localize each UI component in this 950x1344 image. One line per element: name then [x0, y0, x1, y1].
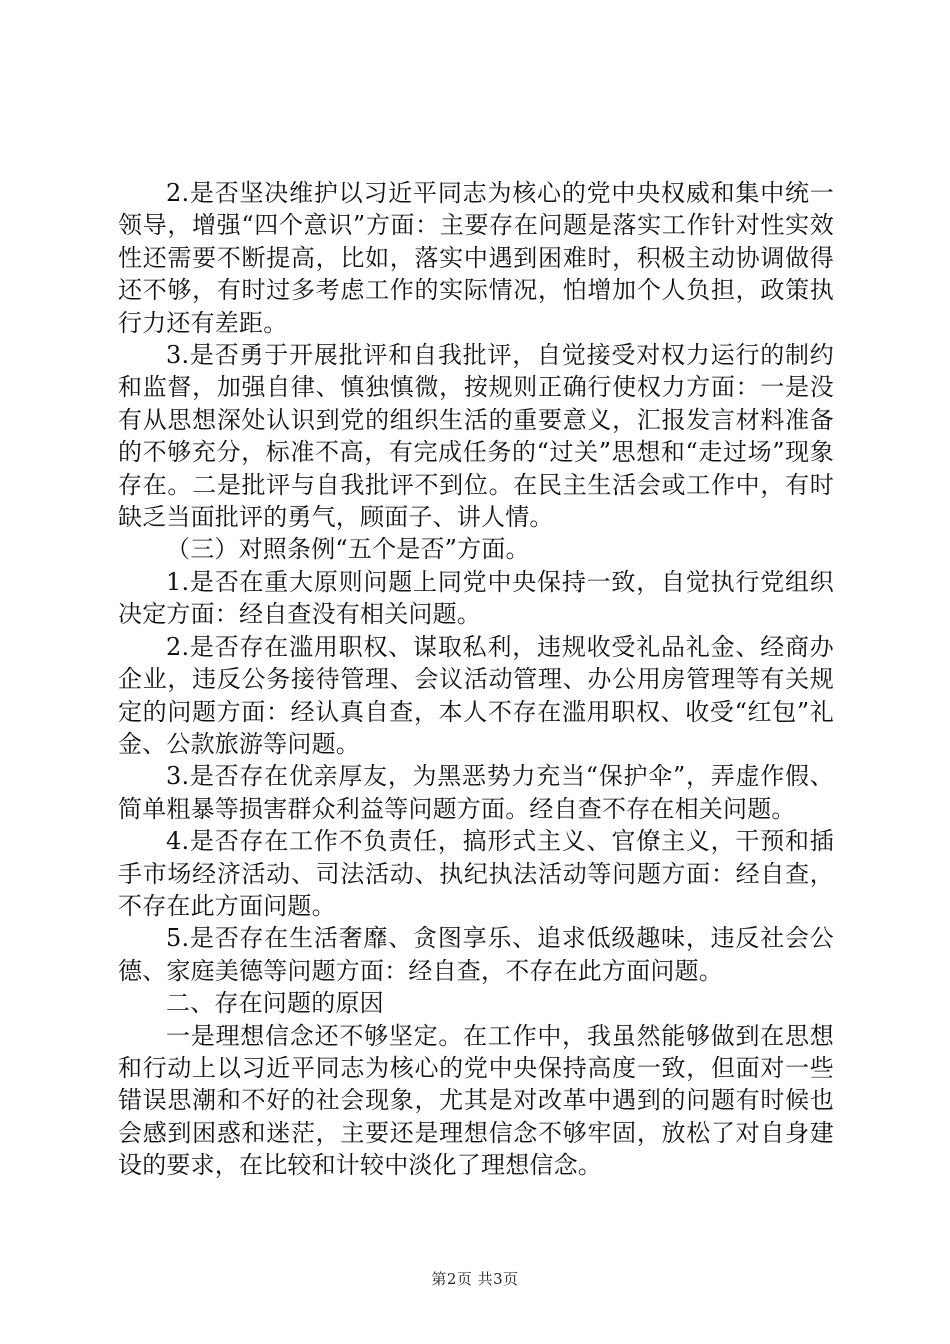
section-heading: （三）对照条例“五个是否”方面。 [166, 535, 530, 564]
section-heading: 二、存在问题的原因 [166, 989, 384, 1018]
paragraph: 1.是否在重大原则问题上同党中央保持一致，自觉执行党组织决定方面：经自查没有相关问题。 [118, 567, 834, 629]
paragraph: 一是理想信念还不够坚定。在工作中，我虽然能够做到在思想和行动上以习近平同志为核心的党中央保持高度一致，但面对一些错误思潮和不好的社会现象，尤其是对改革中遇到的问题有时候也会感到困惑和迷茫，主要还是理想信念不够牢固，放松了对自身建设的要求，在比较和计较中淡化了理想信念。 [118, 1021, 834, 1180]
paragraph: 3.是否勇于开展批评和自我批评，自觉接受对权力运行的制约和监督，加强自律、慎独慎微，按规则正确行使权力方面：一是没有从思想深处认识到党的组织生活的重要意义，汇报发言材料准备的不够充分，标准不高，有完成任务的“过关”思想和“走过场”现象存在。二是批评与自我批评不到位。在民主生活会或工作中，有时缺乏当面批评的勇气，顾面子、讲人情。 [118, 341, 834, 532]
paragraph: 2.是否存在滥用职权、谋取私利，违规收受礼品礼金、经商办企业，违反公务接待管理、会议活动管理、办公用房管理等有关规定的问题方面：经认真自查，本人不存在滥用职权、收受“红包”礼金、公款旅游等问题。 [118, 632, 834, 758]
paragraph: 3.是否存在优亲厚友，为黑恶势力充当“保护伞”，弄虚作假、简单粗暴等损害群众利益等问题方面。经自查不存在相关问题。 [118, 762, 834, 823]
page-footer: 第2页 共3页 [431, 1270, 519, 1288]
paragraph: 5.是否存在生活奢靡、贪图享乐、追求低级趣味，违反社会公德、家庭美德等问题方面：经自查，不存在此方面问题。 [118, 924, 834, 985]
paragraph: 2.是否坚决维护以习近平同志为核心的党中央权威和集中统一领导，增强“四个意识”方面：主要存在问题是落实工作针对性实效性还需要不断提高，比如，落实中遇到困难时，积极主动协调做得还不够，有时过多考虑工作的实际情况，怕增加个人负担，政策执行力还有差距。 [118, 179, 834, 337]
document-body [118, 177, 834, 1182]
paragraph: 4.是否存在工作不负责任，搞形式主义、官僚主义，干预和插手市场经济活动、司法活动、执纪执法活动等问题方面：经自查，不存在此方面问题。 [118, 827, 834, 920]
